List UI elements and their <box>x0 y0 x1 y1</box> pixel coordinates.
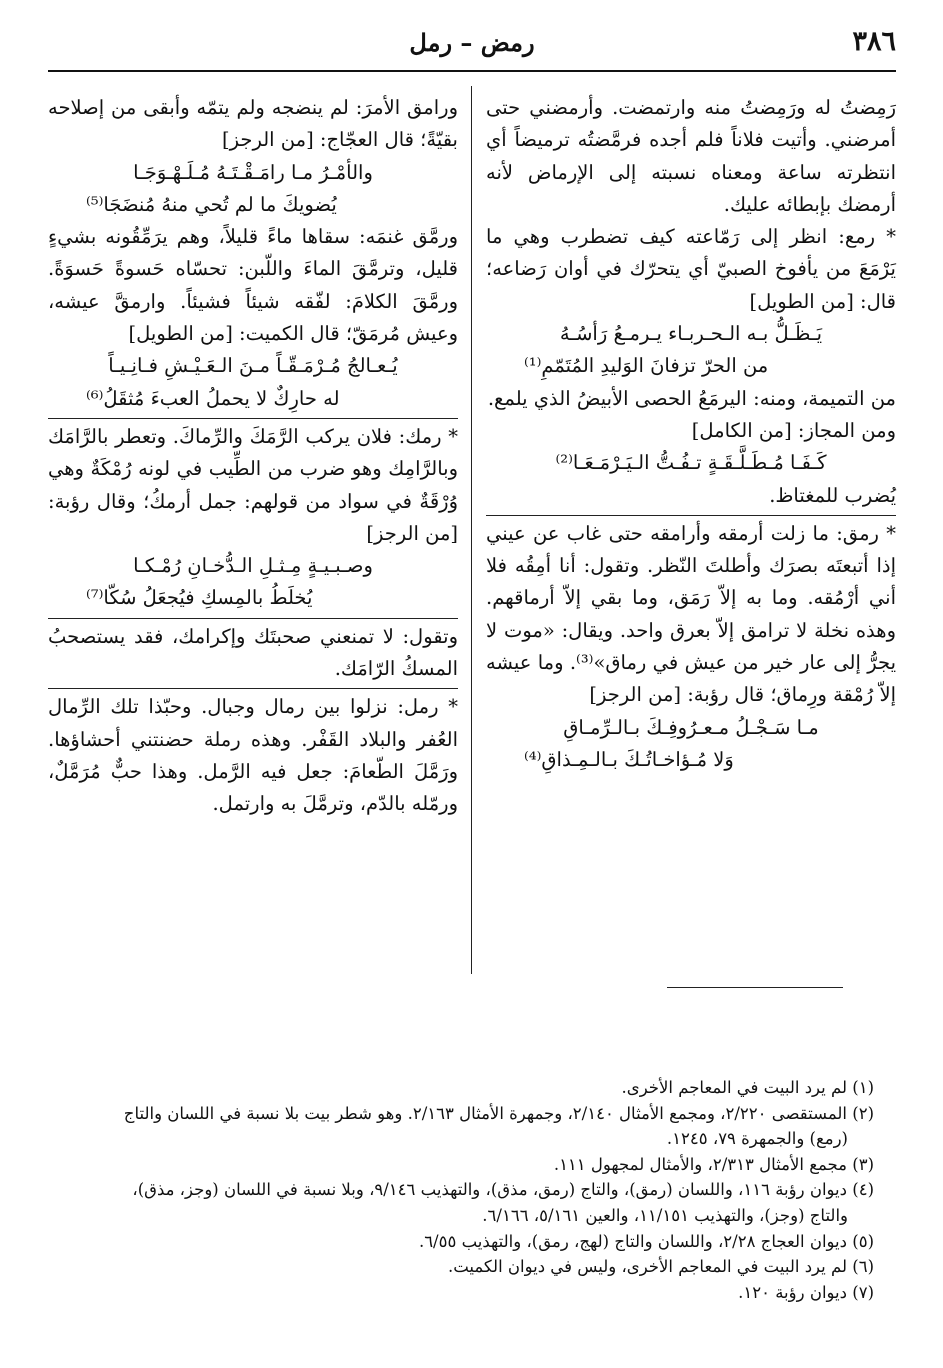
entry-paragraph: ومن المجاز: [من الكامل] <box>691 418 896 442</box>
footnote-1: (١) لم يرد البيت في المعاجم الأخرى. <box>621 1078 874 1097</box>
footnote-3: (٣) مجمع الأمثال ٢/٣١٣، والأمثال لمجهول ١١١. <box>553 1154 874 1174</box>
verse-line: يُـعـالجُ مُـرْمَـقّـاً مـنَ الـعَـيْـشِ فـانِـيـاً <box>108 354 398 378</box>
entry-paragraph: ورامق الأمرَ: لم ينضجه ولم يتمّه وأبقى من إصلاحه بقيّةً؛ قال العجّاج: [من الرجز] <box>48 96 458 152</box>
footnotes <box>48 1075 874 1305</box>
footnote-rule <box>667 987 843 988</box>
verse-line: وَلا مُـؤاخـاتُـكَ بـالـمِـذاقِ⁽⁴⁾ <box>524 747 734 771</box>
left-column <box>48 92 458 821</box>
footnote-6: (٦) لم يرد البيت في المعاجم الأخرى، وليس في ديوان الكميت. <box>447 1257 874 1277</box>
footnote-7: (٧) ديوان رؤبة ١٢٠. <box>738 1282 874 1302</box>
right-column <box>486 92 896 776</box>
footnote-2-continued: (رمع) والجمهرة ٧٩، ١٢٤٥. <box>666 1129 848 1149</box>
footnote-2: (٢) المستقصى ٢/٢٢٠، ومجمع الأمثال ٢/١٤٠، وجمهرة الأمثال ٢/١٦٣. وهو شطر بيت بلا نسبة في اللسان والتاج <box>123 1103 874 1123</box>
verse-line: وصـبـيـةٍ مِـثـلِ الـدُّخـانِ رُمْـكـا <box>133 554 373 578</box>
verse-line: يُضويكَ ما لم تُحي منهُ مُنضَجَا⁽⁵⁾ <box>86 192 337 216</box>
column-divider <box>471 86 472 974</box>
verse-line: والأمْـرُ مـا رامَـقْـتَـهُ مُـلَـهْـوَجَـا <box>133 160 373 184</box>
footnote-5: (٥) ديوان العجاج ٢/٢٨، واللسان والتاج (لهج، رمق)، والتهذيب ٦/٥٥. <box>418 1231 874 1251</box>
entry-paragraph: من التميمة، ومنه: اليرمَعُ الحصى الأبيضُ الذي يلمع. <box>487 386 896 410</box>
verse-line: مـا سَـجْـلُ مـعـرُوفِـكَ بـالـرِّمـاقِ <box>563 715 819 739</box>
entry-paragraph: ورمَّق غنمَه: سقاها ماءً قليلاً، وهم يرَمِّقُونه بشيءٍ قليل، وترمَّقَ الماءَ واللّبن: تحسّاه حَسوةً حَسوَةً. ورمَّقَ الكلامَ: لفّقه شيئاً فشيئاً. وارمقَّ عيشه، وعيش مُرمَقّ؛ قال الكميت: [من الطويل] <box>48 225 458 346</box>
entry-ramak: * رمك: فلان يركب الرَّمَكَ والرِّماكَ. وتعطر بالرَّامَك وبالرَّامِك وهو ضرب من الطِّيب في لونه رُمْكَةٌ وهي وُرْقَةٌ في سواد من قولهم: جمل أرمكُ؛ وقال رؤبة: [من الرجز] <box>48 418 458 550</box>
entry-paragraph: وتقول: لا تمنعني صحبتَك وإكرامك، فقد يستصحبُ المسكُ الرّامَك. <box>48 618 458 686</box>
verse-line: من الحرّ تزفانَ الوَليدِ المُتَمّمِ⁽¹⁾ <box>524 354 769 378</box>
verse-line: كَـفَـا مُـطَـلَّـقَـةٍ تـفُـتُّ الـيَـرْمَـعَـا⁽²⁾ <box>555 451 827 475</box>
entry-ramaq: * رمق: ما زلت أرمقه وأرامقه حتى غاب عن عيني إذا أتبعتَه بصرَك وأطلتَ النّظر. وتقول: أنا أمِقُه فلا أني أرْمُقه. وما به إلاّ رَمَق، وما بقي إلاّ أرماقهم. وهذه نخلة لا ترامق إلاّ بعرق واحد. ويقال: «موت لا يجرُّ إلى عار خير من عيش في رماق»⁽³⁾. وما عيشه إلاّ رُمْقة ورِماق؛ قال رؤبة: [من الرجز] <box>486 515 896 712</box>
entry-paragraph: رَمِضتُ له ورَمِضتُ منه وارتمضت. وأرمضني حتى أمرضني. وأتيت فلاناً فلم أجده فرمَّضتُه ترميضاً أي انتظرته ساعة ومعناه نسبته إلى الإرماض لأنه أرمضك بإبطائه عليك. <box>486 96 896 216</box>
verse-line: يُخلَطُ بالمِسكِ فيُجعَلُ سُكّا⁽⁷⁾ <box>86 586 313 610</box>
verse-line: يَـظَـلُّ بـه الـحـربـاء يـرمـعُ رَأسُـهُ <box>559 322 823 346</box>
running-title: رمض – رمل <box>409 28 535 57</box>
footnote-4-continued: والتاج (وجز)، والتهذيب ١١/١٥١، والعين ٥/١٦١، ٦/١٦٦. <box>482 1205 848 1225</box>
entry-ramal: * رمل: نزلوا بين رمال وجبال. وحبّذا تلك الرِّمال العُفر والبلاد القَفْر. وهذه رملة حضنتني أحشاؤها. ورَمَّلَ الطّعامَ: جعل فيه الرَّمل. وهذا حبٌّ مُرَمَّلٌ، ورمّله بالدّم، وترمَّلَ به وارتمل. <box>48 688 458 820</box>
footnote-4: (٤) ديوان رؤبة ١١٦، واللسان (رمق)، والتاج (رمق، مذق)، والتهذيب ٩/١٤٦، وبلا نسبة في اللسان (وجز، مذق)، <box>132 1180 874 1200</box>
verse-line: له حارِكٌ لا يحملُ العبءَ مُثقَلُ⁽⁶⁾ <box>86 386 340 410</box>
header-rule <box>48 70 896 72</box>
entry-paragraph: يُضرب للمغتاظ. <box>769 483 896 507</box>
entry-ramaa: * رمع: انظر إلى رَمّاعته كيف تضطرب وهي ما يَرْمَعَ من يأفوخ الصبيّ أي يتحرّك في أوان رَضاعه؛ قال: [من الطويل] <box>486 225 896 313</box>
page-number: ٣٨٦ <box>852 26 896 57</box>
page-header <box>48 24 896 68</box>
